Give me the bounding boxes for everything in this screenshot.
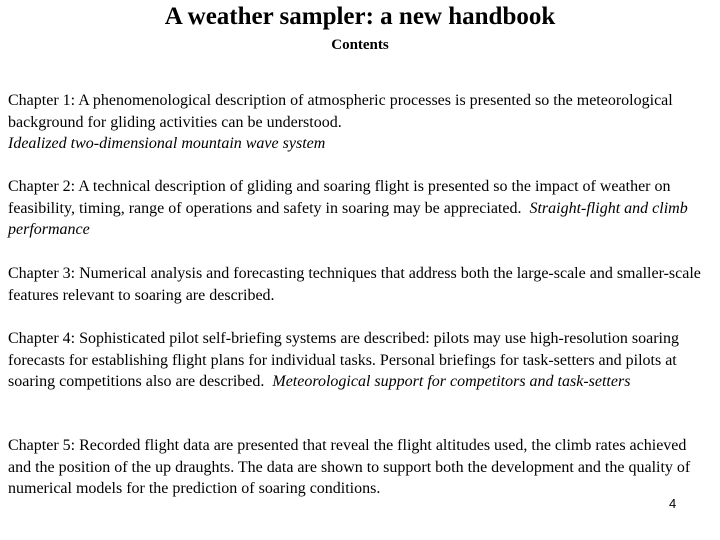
chapter-1-text: Chapter 1: A phenomenological description of atmospheric processes is presented so the meteorological background for gliding activities can be understood. [8, 92, 673, 131]
chapter-1-paragraph [8, 90, 713, 155]
chapter-5-paragraph [8, 435, 713, 500]
contents-heading: Contents [331, 37, 389, 53]
chapter-2-text: Chapter 2: A technical description of gliding and soaring flight is presented so the impact of weather on feasibility, timing, range of operations and safety in soaring may be appreciated. [8, 178, 671, 217]
chapter-4-text: Chapter 4: Sophisticated pilot self-briefing systems are described: pilots may use high-resolution soaring forecasts for establishing flight plans for individual tasks. Personal briefings for task-setters and pilots at soaring competitions also are described. [8, 330, 679, 391]
chapter-3-paragraph [8, 263, 713, 306]
chapter-4-paragraph [8, 328, 713, 393]
chapter-2-figure-caption: Straight-flight and climb performance [8, 199, 688, 239]
chapter-5-text: Chapter 5: Recorded flight data are presented that reveal the flight altitudes used, the climb rates achieved and the position of the up draughts. The data are shown to support both the development and the quality of numerical models for the prediction of soaring conditions. [8, 437, 691, 498]
page-number: 4 [669, 496, 677, 511]
page-title: A weather sampler: a new handbook [164, 3, 556, 30]
chapter-3-text: Chapter 3: Numerical analysis and forecasting techniques that address both the large-scale and smaller-scale features relevant to soaring are described. [8, 265, 701, 304]
chapter-2-paragraph [8, 176, 713, 241]
chapter-4-figure-caption: Meteorological support for competitors and task-setters [272, 373, 631, 391]
chapter-1-figure-caption: Idealized two-dimensional mountain wave system [8, 135, 326, 153]
